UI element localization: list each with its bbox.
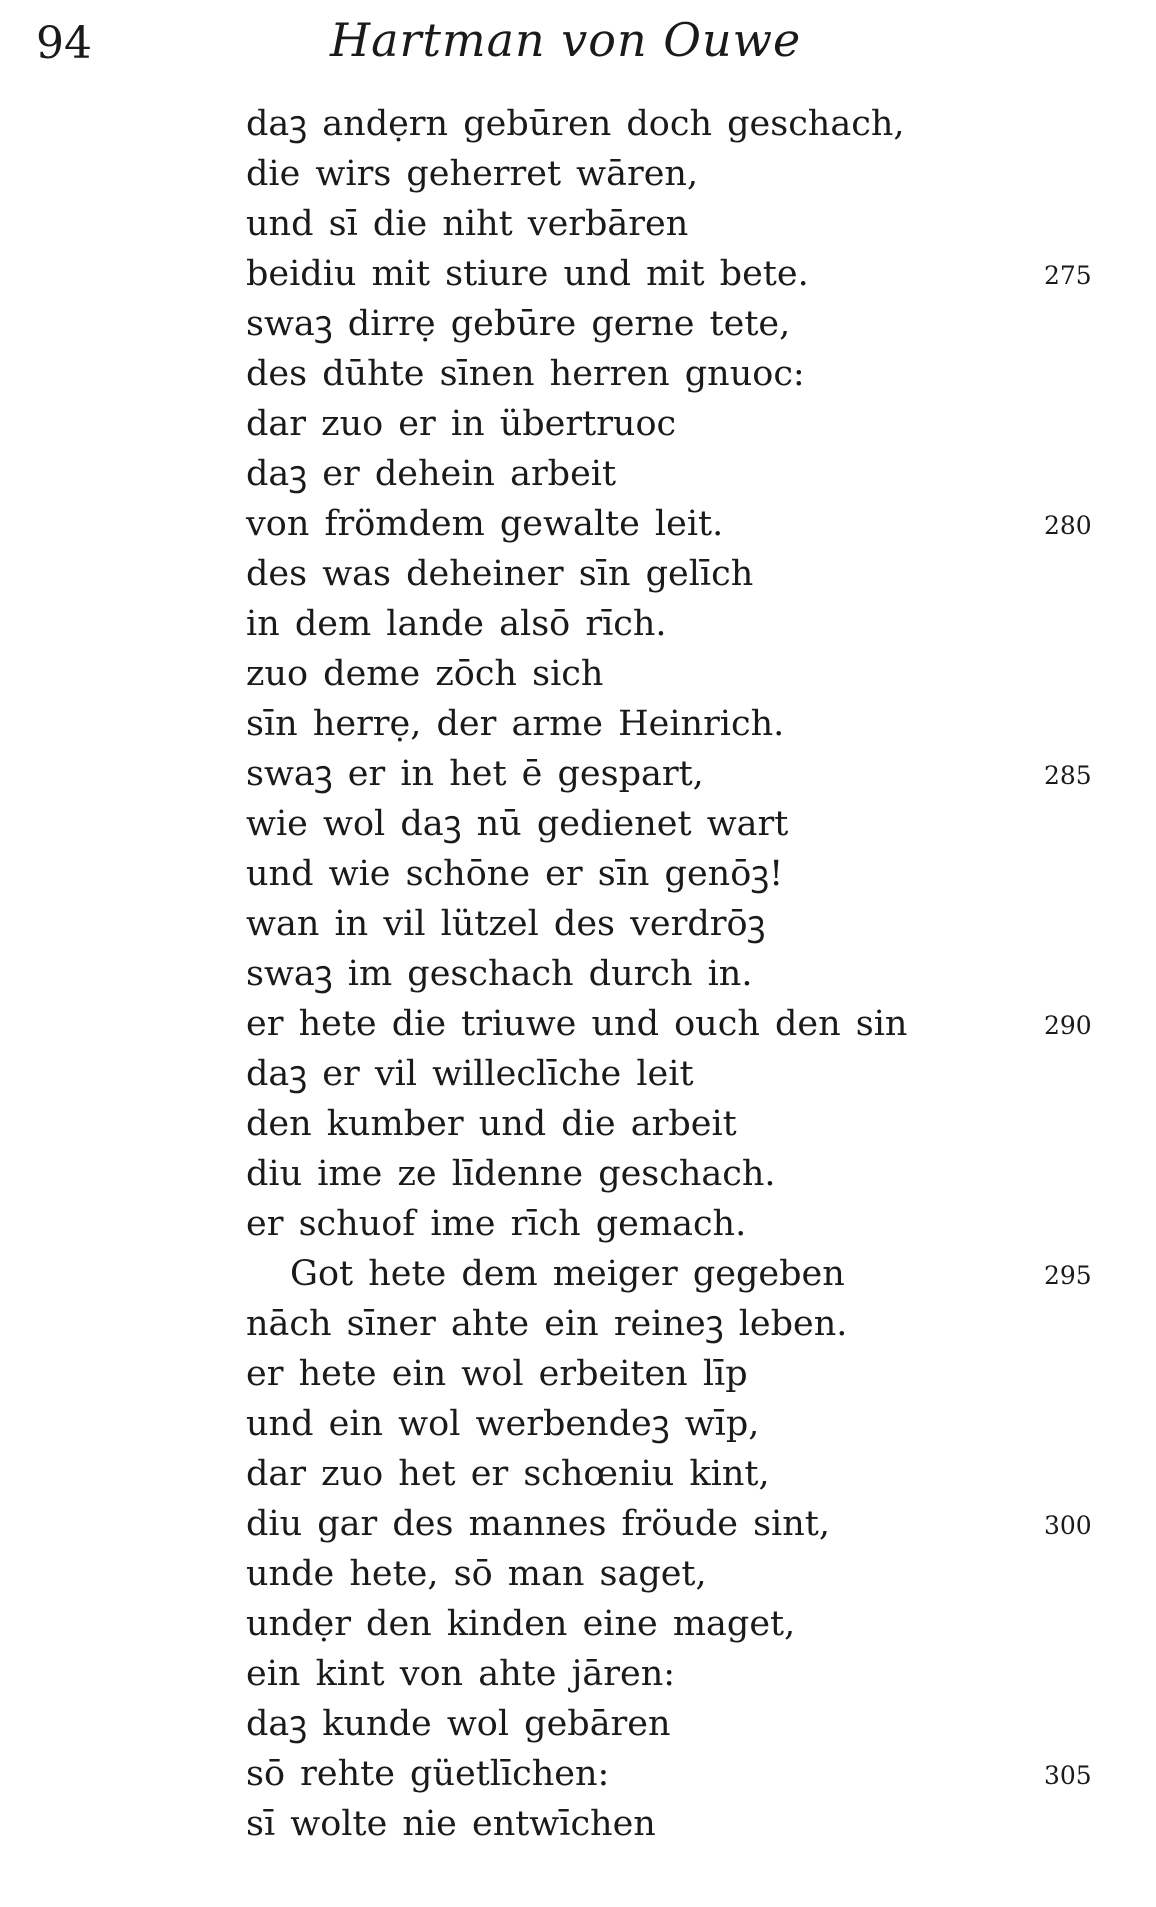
verse-text: er schuof ime rīch gemach. xyxy=(246,1204,747,1244)
verse-text: sīn herrẹ, der arme Heinrich. xyxy=(246,704,785,744)
line-number: 305 xyxy=(1044,1761,1092,1790)
verse-line xyxy=(246,1699,1106,1749)
verse-line xyxy=(246,899,1106,949)
line-number: 295 xyxy=(1044,1261,1092,1290)
verse-text: sī wolte nie entwīchen xyxy=(246,1804,656,1844)
verse-line xyxy=(246,1599,1106,1649)
verse-line xyxy=(246,749,1106,799)
verse-line xyxy=(246,1149,1106,1199)
verse-text: und sī die niht verbāren xyxy=(246,204,689,244)
verse-line xyxy=(246,1049,1106,1099)
verse-line xyxy=(246,199,1106,249)
line-number: 290 xyxy=(1044,1011,1092,1040)
verse-line xyxy=(246,1549,1106,1599)
verse-text: wie wol daꝫ nū gedienet wart xyxy=(246,804,789,844)
running-head: Hartman von Ouwe xyxy=(330,13,802,67)
verse-line xyxy=(246,1499,1106,1549)
verse-line xyxy=(246,999,1106,1049)
verse-text: den kumber und die arbeit xyxy=(246,1104,737,1144)
verse-line xyxy=(246,1449,1106,1499)
verse-line xyxy=(246,1749,1106,1799)
verse-text: swaꝫ im geschach durch in. xyxy=(246,954,753,994)
verse-line xyxy=(246,1299,1106,1349)
verse-line xyxy=(246,99,1106,149)
verse-text: er hete ein wol erbeiten līp xyxy=(246,1354,748,1394)
verse-text: Got hete dem meiger gegeben xyxy=(290,1254,845,1294)
page-number: 94 xyxy=(36,18,92,69)
verse-line xyxy=(246,399,1106,449)
verse-line xyxy=(246,949,1106,999)
verse-line xyxy=(246,699,1106,749)
verse-text: des was deheiner sīn gelīch xyxy=(246,554,754,594)
verse-text: ein kint von ahte jāren: xyxy=(246,1654,676,1694)
verse-line xyxy=(246,1099,1106,1149)
verse-line xyxy=(246,1249,1106,1299)
verse-line xyxy=(246,299,1106,349)
verse-line xyxy=(246,1349,1106,1399)
verse-block xyxy=(246,99,1106,1849)
verse-text: und ein wol werbendeꝫ wīp, xyxy=(246,1404,760,1444)
verse-line xyxy=(246,599,1106,649)
line-number: 275 xyxy=(1044,261,1092,290)
verse-text: daꝫ andẹrn gebūren doch geschach, xyxy=(246,104,905,144)
verse-text: sō rehte güetlīchen: xyxy=(246,1754,610,1794)
verse-line xyxy=(246,1649,1106,1699)
verse-text: unde hete, sō man saget, xyxy=(246,1554,707,1594)
verse-text: daꝫ er vil willeclīche leit xyxy=(246,1054,694,1094)
verse-text: zuo deme zōch sich xyxy=(246,654,604,694)
verse-text: diu ime ze līdenne geschach. xyxy=(246,1154,776,1194)
verse-text: daꝫ kunde wol gebāren xyxy=(246,1704,671,1744)
verse-text: von frömdem gewalte leit. xyxy=(246,504,724,544)
verse-text: er hete die triuwe und ouch den sin xyxy=(246,1004,908,1044)
verse-line xyxy=(246,549,1106,599)
verse-text: undẹr den kinden eine maget, xyxy=(246,1604,796,1644)
verse-line xyxy=(246,649,1106,699)
verse-text: und wie schōne er sīn genōꝫ! xyxy=(246,854,784,894)
verse-text: wan in vil lützel des verdrōꝫ xyxy=(246,904,766,944)
verse-text: swaꝫ dirrẹ gebūre gerne tete, xyxy=(246,304,791,344)
line-number: 285 xyxy=(1044,761,1092,790)
verse-line xyxy=(246,849,1106,899)
line-number: 280 xyxy=(1044,511,1092,540)
verse-line xyxy=(246,1199,1106,1249)
verse-text: die wirs geherret wāren, xyxy=(246,154,699,194)
verse-text: dar zuo er in übertruoc xyxy=(246,404,677,444)
verse-line xyxy=(246,1399,1106,1449)
verse-text: diu gar des mannes fröude sint, xyxy=(246,1504,830,1544)
verse-text: dar zuo het er schœniu kint, xyxy=(246,1454,770,1494)
verse-line xyxy=(246,349,1106,399)
verse-line xyxy=(246,249,1106,299)
verse-text: swaꝫ er in het ē gespart, xyxy=(246,754,704,794)
verse-text: beidiu mit stiure und mit bete. xyxy=(246,254,809,294)
verse-line xyxy=(246,449,1106,499)
verse-line xyxy=(246,149,1106,199)
verse-text: des dūhte sīnen herren gnuoc: xyxy=(246,354,805,394)
verse-text: daꝫ er dehein arbeit xyxy=(246,454,617,494)
line-number: 300 xyxy=(1044,1511,1092,1540)
verse-text: nāch sīner ahte ein reineꝫ leben. xyxy=(246,1304,848,1344)
verse-line xyxy=(246,1799,1106,1849)
verse-text: in dem lande alsō rīch. xyxy=(246,604,667,644)
verse-line xyxy=(246,499,1106,549)
verse-line xyxy=(246,799,1106,849)
